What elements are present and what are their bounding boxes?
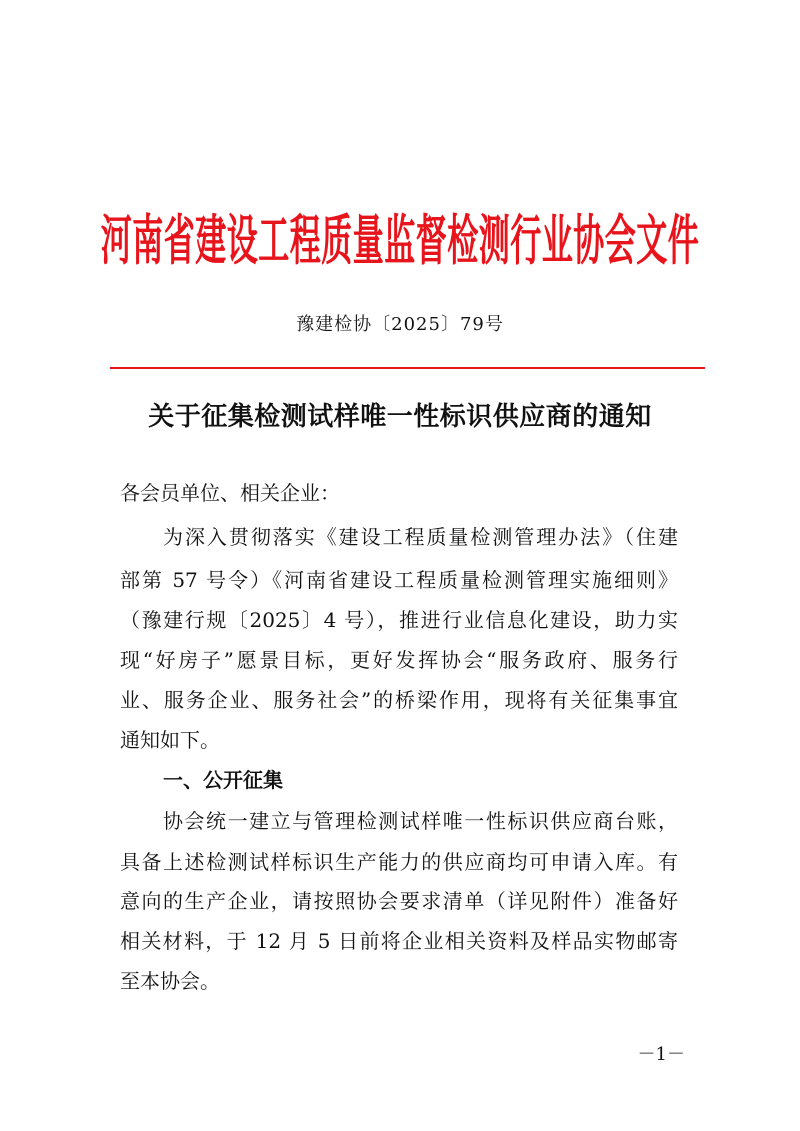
organization-header: 河南省建设工程质量监督检测行业协会文件 [100,210,700,273]
section-line: 协会统一建立与管理检测试样唯一性标识供应商台账， [163,809,678,833]
document-title: 关于征集检测试样唯一性标识供应商的通知 [148,402,652,432]
red-divider [110,367,705,369]
document-number: 豫建检协〔2025〕79号 [296,314,504,335]
section-line: 意向的生产企业，请按照协会要求清单（详见附件）准备好 [120,889,678,913]
intro-line: 为深入贯彻落实《建设工程质量检测管理办法》（住建 [163,525,678,549]
intro-line: （豫建行规〔2025〕4 号），推进行业信息化建设，助力实 [120,608,678,632]
salutation: 各会员单位、相关企业： [120,481,340,505]
intro-line: 通知如下。 [120,728,220,752]
section-heading: 一、公开征集 [163,768,283,792]
intro-line: 业、服务企业、服务社会”的桥梁作用，现将有关征集事宜 [120,688,678,712]
section-line: 相关材料，于 12 月 5 日前将企业相关资料及样品实物邮寄 [120,929,678,953]
intro-line: 部第 57 号令）《河南省建设工程质量检测管理实施细则》 [120,568,678,592]
section-line: 至本协会。 [120,969,220,993]
page-number: －1－ [637,1044,685,1065]
intro-line: 现“好房子”愿景目标，更好发挥协会“服务政府、服务行 [120,648,678,672]
section-line: 具备上述检测试样标识生产能力的供应商均可申请入库。有 [120,850,678,874]
